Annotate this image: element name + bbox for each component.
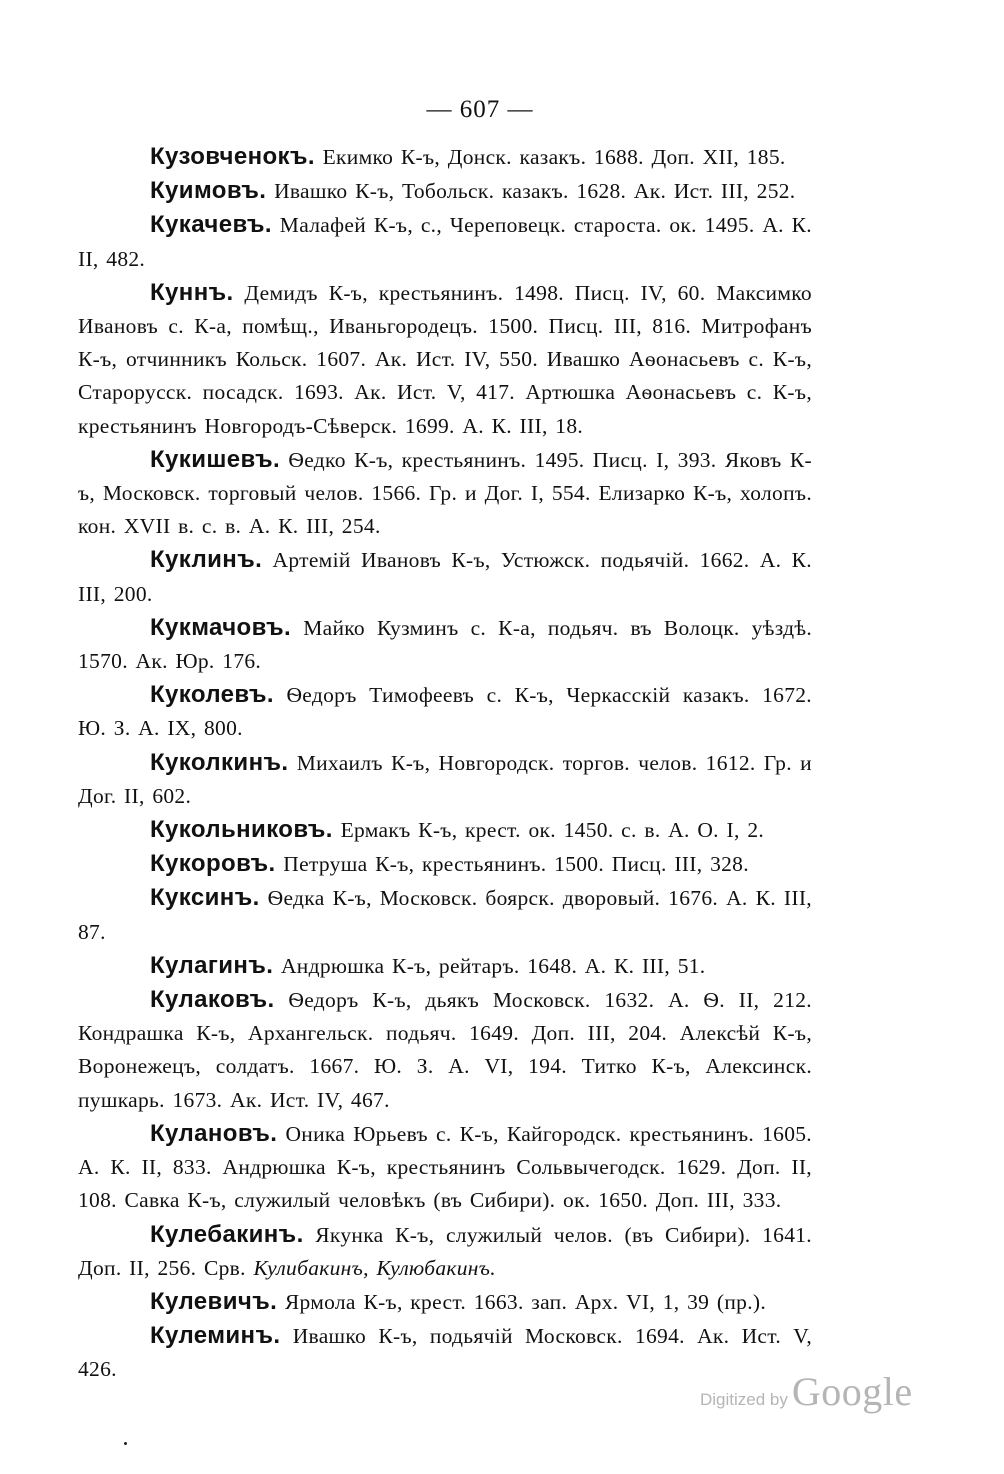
- entry: [78, 543, 812, 610]
- entry-text: Ярмола К-ъ, крест. 1663. зап. Арх. VI, 1, 39 (пр.).: [284, 1289, 767, 1314]
- entry-text: Ивашко К-ъ, Тобольск. казакъ. 1628. Ак. Ист. III, 252.: [274, 179, 796, 204]
- entry-headword: Кулеминъ.: [150, 1322, 281, 1350]
- entry: [78, 1218, 812, 1285]
- entry-text: Ѳедоръ К-ъ, дьякъ Московск. 1632. А. Ѳ. II, 212. Кондрашка К-ъ, Архангельск. подьяч. 1649. Доп. III, 204. Алексѣй К-ъ, Воронежецъ, солдатъ. 1667. Ю. З. А. VI, 194. Титко К-ъ, Алексинск. пушкарь. 1673. Ак. Ист. IV, 467.: [78, 988, 812, 1112]
- entry: [78, 746, 812, 813]
- entry-headword: Кулановъ.: [150, 1119, 278, 1147]
- entry-text: Екимко К-ъ, Донск. казакъ. 1688. Доп. XII, 185.: [322, 145, 786, 169]
- entry-headword: Куклинъ.: [150, 546, 263, 574]
- entry: [78, 443, 812, 544]
- entry-headword: Кулевичъ.: [150, 1287, 278, 1315]
- entry-headword: Куксинъ.: [150, 884, 260, 912]
- entry-headword: Кулаковъ.: [150, 986, 275, 1014]
- entry-text: Майко Кузминъ с. К-а, подьяч. въ Волоцк. уѣздѣ. 1570. Ак. Юр. 176.: [78, 615, 812, 674]
- entry-text: Ѳедка К-ъ, Московск. боярск. дворовый. 1676. А. К. III, 87.: [78, 886, 812, 944]
- watermark-prefix: Digitized by: [700, 1390, 788, 1409]
- entry: [78, 1117, 812, 1218]
- entry-headword: Куколевъ.: [150, 681, 274, 709]
- entry: [78, 140, 812, 174]
- entry-text: Ивашко К-ъ, подьячій Московск. 1694. Ак. Ист. V, 426.: [78, 1324, 812, 1382]
- digitized-by-watermark: [700, 1368, 913, 1415]
- entry-headword: Кузовченокъ.: [150, 143, 315, 170]
- entry-headword: Кукмачовъ.: [150, 613, 292, 641]
- entry: [78, 881, 812, 948]
- entry: [78, 949, 812, 983]
- entry-headword: Куколкинъ.: [150, 748, 289, 776]
- page-number: — 607 —: [426, 96, 534, 123]
- entry-text: Петруша К-ъ, крестьянинъ. 1500. Писц. III, 328.: [283, 852, 749, 877]
- entry-headword: Кулебакинъ.: [150, 1220, 304, 1248]
- entry-cross-reference: Кулибакинъ, Кулюбакинъ.: [253, 1255, 496, 1280]
- entry-text: Демидъ К-ъ, крестьянинъ. 1498. Писц. IV, 60. Максимко Ивановъ с. К-а, помѣщ., Иваньгородецъ. 1500. Писц. III, 816. Митрофанъ К-ъ, отчинникъ Кольск. 1607. Ак. Ист. IV, 550. Ивашко Аѳонасьевъ с. К-ъ, Старорусск. посадск. 1693. Ак. Ист. V, 417. Артюшка Аѳонасьевъ с. К-ъ, крестьянинъ Новгородъ-Сѣверск. 1699. А. К. III, 18.: [78, 280, 812, 438]
- entry: [78, 678, 812, 745]
- entry: [78, 847, 812, 881]
- entry-text: Малафей К-ъ, с., Череповецк. староста. ок. 1495. А. К. II, 482.: [78, 213, 812, 271]
- entry-headword: Кукачевъ.: [150, 211, 272, 239]
- entry-text: Оника Юрьевъ с. К-ъ, Кайгородск. крестьянинъ. 1605. А. К. II, 833. Андрюшка К-ъ, крестьянинъ Сольвычегодск. 1629. Доп. II, 108. Савка К-ъ, служилый человѣкъ (въ Сибири). ок. 1650. Доп. III, 333.: [78, 1121, 812, 1213]
- scan-speck: [124, 1442, 127, 1445]
- entry-headword: Кукишевъ.: [150, 445, 281, 473]
- entry-text: Андрюшка К-ъ, рейтаръ. 1648. А. К. III, 51.: [280, 953, 706, 978]
- entry: [78, 276, 812, 443]
- entry-text: Якунка К-ъ, служилый челов. (въ Сибири). 1641. Доп. II, 256. Срв.: [78, 1222, 812, 1280]
- entry-text: Ермакъ К-ъ, крест. ок. 1450. с. в. А. О. I, 2.: [340, 818, 765, 843]
- entry-headword: Куннъ.: [150, 278, 234, 306]
- entry-text: Ѳедко К-ъ, крестьянинъ. 1495. Писц. I, 393. Яковъ К-ъ, Московск. торговый челов. 1566. Гр. и Дог. I, 554. Елизарко К-ъ, холопъ. кон. XVII в. с. в. А. К. III, 254.: [78, 447, 812, 539]
- entry-headword: Кулагинъ.: [150, 951, 274, 979]
- entry-text: Артемій Ивановъ К-ъ, Устюжск. подьячій. 1662. А. К. III, 200.: [78, 548, 812, 606]
- google-logo: Google: [791, 1369, 913, 1414]
- entry-headword: Куимовъ.: [150, 177, 267, 205]
- entry-text: Ѳедоръ Тимофеевъ с. К-ъ, Черкасскій казакъ. 1672. Ю. З. А. IX, 800.: [78, 683, 812, 741]
- entry: [78, 813, 812, 847]
- entry-headword: Кукоровъ.: [150, 850, 276, 878]
- entry: [78, 1285, 812, 1319]
- entry: [78, 983, 812, 1117]
- entry: [78, 208, 812, 275]
- entry-headword: Кукольниковъ.: [150, 816, 333, 844]
- entry: [78, 174, 812, 208]
- dictionary-entries: [78, 140, 812, 1387]
- entry: [78, 611, 812, 678]
- entry-text: Михаилъ К-ъ, Новгородск. торгов. челов. 1612. Гр. и Дог. II, 602.: [78, 750, 812, 808]
